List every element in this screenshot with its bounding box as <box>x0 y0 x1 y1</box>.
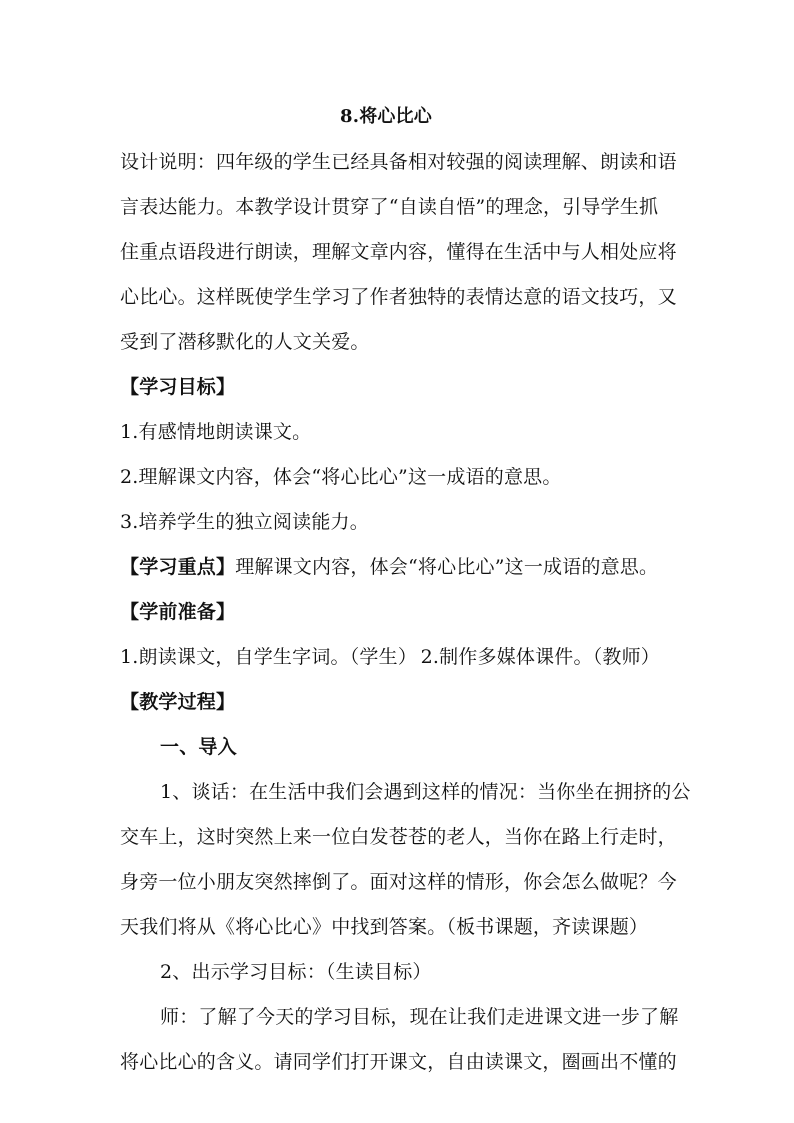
goal-item-1: 1.有感情地朗读课文。 <box>120 421 312 443</box>
key-point-row <box>120 555 680 579</box>
intro-line-4: 心比心。这样既使学生学习了作者独特的表情达意的语文技巧，又 <box>120 286 677 308</box>
key-point-label: 【学习重点】 <box>120 556 236 578</box>
intro-line-5: 受到了潜移默化的人文关爱。 <box>120 331 370 353</box>
section-goals-heading: 【学习目标】 <box>120 376 236 398</box>
prep-items-row <box>120 645 660 669</box>
intro-line-1: 设计说明：四年级的学生已经具备相对较强的阅读理解、朗读和语 <box>120 151 677 173</box>
process-heading: 【教学过程】 <box>120 691 236 713</box>
intro-line-2: 言表达能力。本教学设计贯穿了“自读自悟”的理念，引导学生抓 <box>120 196 659 218</box>
show-goals-line: 2、出示学习目标：（生读目标） <box>160 961 432 983</box>
section-one-heading: 一、导入 <box>160 736 237 758</box>
talk-line-1: 1、谈话：在生活中我们会遇到这样的情况：当你坐在拥挤的公 <box>160 781 691 803</box>
teacher-line-1: 师：了解了今天的学习目标，现在让我们走进课文进一步了解 <box>160 1006 679 1028</box>
goal-item-3: 3.培养学生的独立阅读能力。 <box>120 511 369 533</box>
prep-item-student: 1.朗读课文，自学生字词。（学生） <box>120 646 418 668</box>
prep-heading: 【学前准备】 <box>120 601 236 623</box>
talk-line-4: 天我们将从《将心比心》中找到答案。（板书课题，齐读课题） <box>120 916 649 938</box>
talk-line-3: 身旁一位小朋友突然摔倒了。面对这样的情形，你会怎么做呢？今 <box>120 871 677 893</box>
goal-item-2: 2.理解课文内容，体会“将心比心”这一成语的意思。 <box>120 466 562 488</box>
talk-line-2: 交车上，这时突然上来一位白发苍苍的老人，当你在路上行走时， <box>120 826 677 848</box>
intro-line-3: 住重点语段进行朗读，理解文章内容，懂得在生活中与人相处应将 <box>120 241 677 263</box>
key-point-text: 理解课文内容，体会“将心比心”这一成语的意思。 <box>235 556 659 578</box>
prep-item-teacher: 2.制作多媒体课件。（教师） <box>420 646 660 668</box>
teacher-line-2: 将心比心的含义。请同学们打开课文，自由读课文，圈画出不懂的 <box>120 1051 677 1073</box>
document-title: 8.将心比心 <box>340 106 432 127</box>
